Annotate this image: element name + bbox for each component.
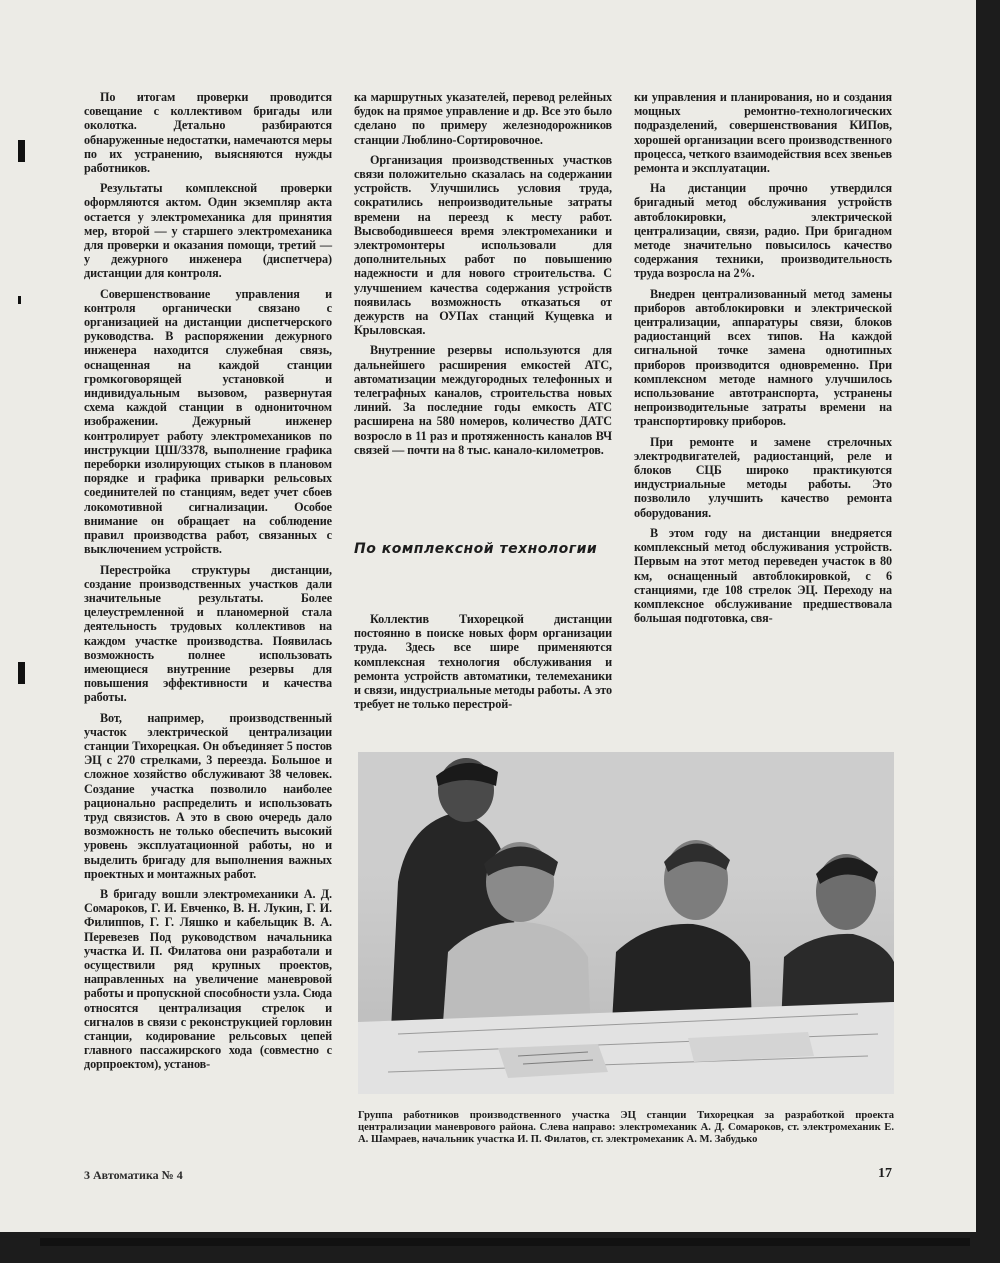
- margin-mark-bottom: [18, 662, 25, 684]
- paragraph: По итогам проверки проводится совещание с коллективом бригады или околотка. Детально разбираются обнаруженные недостатки, намечаются меры по их устранению, выясняются нужды работников.: [84, 90, 332, 176]
- paragraph: ка маршрутных указателей, перевод релейных будок на прямое управление и др. Все это было сделано по примеру железнодорожников станции Люблино-Сортировочное.: [354, 90, 612, 147]
- paragraph: ки управления и планирования, но и создания мощных ремонтно-технологических подразделений, совершенствования КИПов, хорошей организации всего производственного процесса, четкого взаимодействия всех звеньев ремонта и эксплуатации.: [634, 90, 892, 176]
- scan-edge-right: [976, 0, 1000, 1263]
- paragraph: Внедрен централизованный метод замены приборов автоблокировки и электрической централизации, аппаратуры связи, блоков радиостанций всех типов. На каждой сигнальной точке замена однотипных приборов производится одновременно. При комплексном методе намного улучшилось использование автотранспорта, устранены непроизводительные затраты времени на транспортировку приборов.: [634, 286, 892, 429]
- article-column-3: [634, 90, 892, 631]
- paragraph: Коллектив Тихорецкой дистанции постоянно в поиске новых форм организации труда. Здесь все шире применяются комплексная технология обслуживания и ремонта устройств автоматики, телемеханики и связи, индустриальные методы работы. А это требует не только перестрой-: [354, 612, 612, 712]
- paragraph: Совершенствование управления и контроля органически связано с организацией на дистанции диспетчерского руководства. В распоряжении дежурного инженера находится служебная связь, оснащенная на каждой станции громкоговорящей установкой и индивидуальным вызовом, развернутая схема каждой станции в однониточном изображении. Дежурный инженер контролирует работу электромехаников по инструкции ЦШ/3378, выполнение графика переборки изолирующих стыков в плановом порядке и графика приварки рельсовых соединителей по станциям, ведет учет сбоев локомотивной сигнализации. Особое внимание он обращает на соблюдение правил производства работ, связанных с выключением устройств.: [84, 286, 332, 557]
- group-photo: [358, 752, 894, 1094]
- paragraph: В этом году на дистанции внедряется комплексный метод обслуживания устройств. Первым на этот метод переведен участок в 80 км, оснащенный автоблокировкой, с 6 станциями, где 108 стрелок ЭЦ. Переходу на комплексное обслуживание предшествовала большая подготовка, свя-: [634, 525, 892, 626]
- paragraph: Организация производственных участков связи положительно сказалась на содержании устройств. Улучшились условия труда, сократились непроизводительные затраты времени на переезд к месту работ. Высвободившееся время электромеханики и электромонтеры использовали для дополнительных работ по повышению надежности и для нового строительства. С улучшением качества содержания устройств появилась возможность отказаться от дежурств на ОУПах станций Кущевка и Крыловская.: [354, 152, 612, 338]
- paragraph: На дистанции прочно утвердился бригадный метод обслуживания устройств автоблокировки, электрической централизации, связи, радио. При бригадном методе значительно повысилось качество содержания техники, производительность труда возросла на 2%.: [634, 181, 892, 281]
- article-column-1: [84, 90, 332, 1078]
- article-column-2-lower: [354, 612, 612, 717]
- article-column-2: [354, 90, 612, 463]
- paragraph: Результаты комплексной проверки оформляются актом. Один экземпляр акта остается у электромеханика для принятия мер, второй — у старшего электромеханика для проверки и оказания помощи, третий — у дежурного инженера (диспетчера) дистанции для контроля.: [84, 181, 332, 281]
- photo-illustration: [358, 752, 894, 1094]
- paragraph: Перестройка структуры дистанции, создание производственных участков дали значительные результаты. Более целеустремленной и планомерной стала деятельность трудовых коллективов на каждом участке производства. Появилась возможность полнее использовать имеющиеся внутренние резервы для повышения эффективности и качества работы.: [84, 562, 332, 705]
- section-heading: По комплексной технологии: [354, 541, 598, 557]
- margin-mark-top: [18, 140, 25, 162]
- scan-edge-bottom: [0, 1232, 1000, 1263]
- magazine-issue-label: 3 Автоматика № 4: [84, 1168, 183, 1182]
- margin-mark-middle: [18, 296, 21, 304]
- paragraph: В бригаду вошли электромеханики А. Д. Сомароков, Г. И. Евченко, В. Н. Лукин, Г. И. Филиппов, Г. Г. Ляшко и кабельщик В. А. Перевезев Под руководством начальника участка И. П. Филатова они разработали и осуществили ряд крупных проектов, направленных на увеличение маневровой работы и пропускной способности узла. Сюда относятся централизация стрелок и сигналов в связи с реконструкцией горловин станции, кодирование рельсовых цепей главного пассажирского хода (совместно с дорпроектом), установ-: [84, 886, 332, 1072]
- paragraph: Вот, например, производственный участок электрической централизации станции Тихорецкая. Он объединяет 5 постов ЭЦ с 270 стрелками, 3 переезда. Большое и сложное хозяйство обслуживают 38 человек. Создание участка позволило наиболее рационально распределить и использовать труд связистов. А это в свою очередь дало возможность не только обеспечить высокий уровень эксплуатационной работы, но и выделить бригаду для выполнения важных проектных и монтажных работ.: [84, 710, 332, 881]
- page-number: 17: [878, 1166, 892, 1181]
- paragraph: Внутренние резервы используются для дальнейшего расширения емкостей АТС, автоматизации междугородных телефонных и телеграфных каналов, строительства новых линий. За последние годы емкость АТС расширена на 580 номеров, количество ДАТС возросло в 11 раз и протяженность каналов ВЧ связей — почти на 8 тыс. канало-километров.: [354, 343, 612, 457]
- paragraph: При ремонте и замене стрелочных электродвигателей, радиостанций, реле и блоков СЦБ широко практикуются индустриальные методы работы. Это позволило улучшить качество ремонта оборудования.: [634, 434, 892, 520]
- scan-strip: [40, 1238, 970, 1246]
- photo-caption: Группа работников производственного участка ЭЦ станции Тихорецкая за разработкой проекта централизации маневрового района. Слева направо: электромеханик А. Д. Сомароков, ст. электромеханик Е. А. Шамраев, начальник участка И. П. Филатов, ст. электромеханик А. М. Забудько: [358, 1110, 894, 1146]
